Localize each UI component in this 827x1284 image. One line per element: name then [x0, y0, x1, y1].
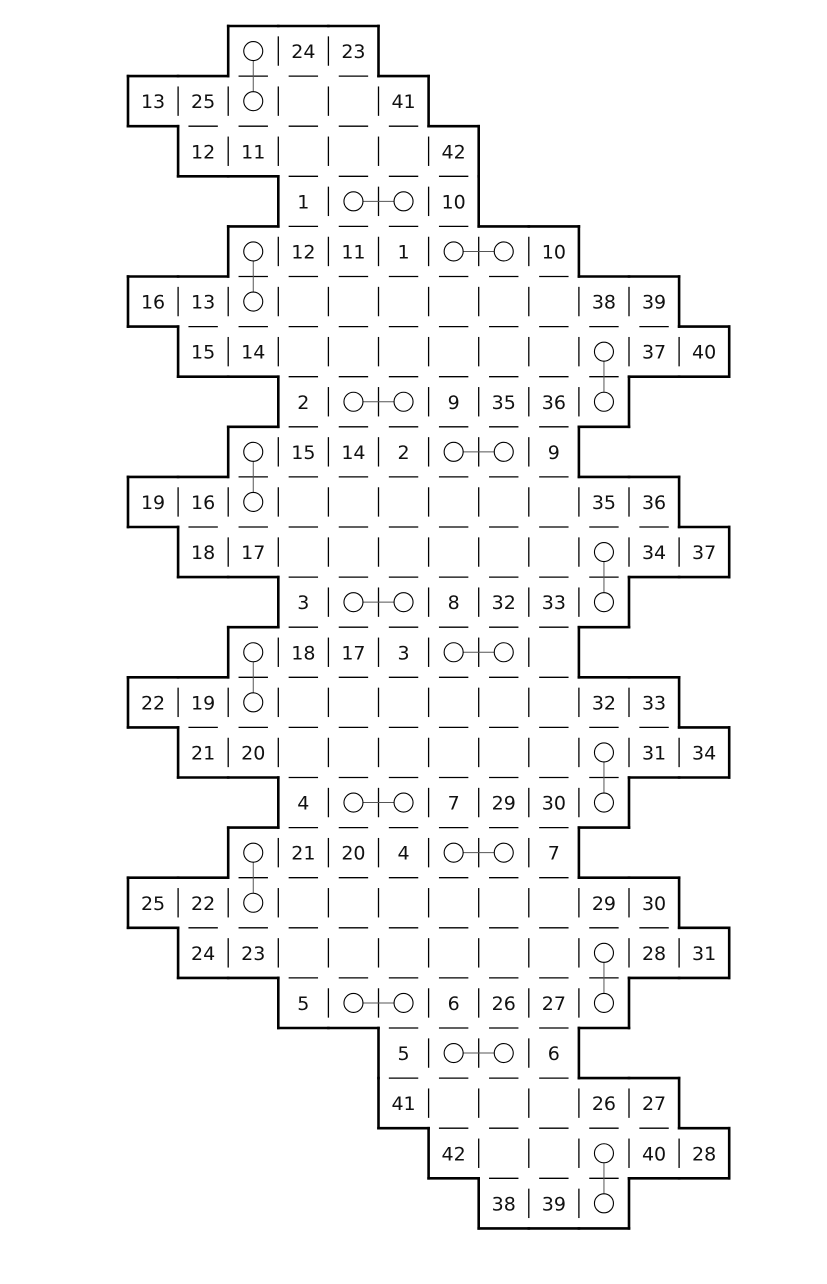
grid-cell[interactable]: [429, 878, 479, 928]
cell-circle: [344, 392, 363, 411]
grid-cell[interactable]: [529, 477, 579, 527]
cell-number: 2: [297, 391, 310, 414]
grid-cell[interactable]: [379, 928, 429, 978]
cell-number: 18: [191, 542, 216, 565]
cell-circle: [594, 392, 613, 411]
cell-number: 35: [591, 491, 617, 514]
cell-number: 15: [191, 341, 216, 364]
cell-number: 8: [447, 592, 460, 615]
cell-circle: [244, 693, 263, 712]
grid-cell[interactable]: [328, 677, 378, 727]
grid-cell[interactable]: [479, 527, 529, 577]
grid-cell[interactable]: [278, 76, 328, 126]
cell-number: 27: [541, 992, 566, 1015]
grid-cell[interactable]: [429, 928, 479, 978]
grid-cell[interactable]: [529, 677, 579, 727]
cell-number: 17: [241, 542, 266, 565]
grid-cell[interactable]: [429, 527, 479, 577]
grid-cell[interactable]: [379, 126, 429, 176]
cell-number: 25: [191, 91, 216, 114]
cell-number: 21: [191, 742, 216, 765]
grid-cell[interactable]: [379, 327, 429, 377]
cell-number: 2: [397, 441, 410, 464]
cell-number: 22: [140, 692, 166, 715]
grid-cell[interactable]: [328, 727, 378, 777]
grid-cell[interactable]: [529, 928, 579, 978]
cell-number: 35: [491, 391, 516, 414]
cell-number: 14: [241, 341, 266, 364]
grid-cell[interactable]: [278, 677, 328, 727]
grid-cell[interactable]: [429, 1078, 479, 1128]
grid-cell[interactable]: [529, 627, 579, 677]
cell-number: 11: [241, 141, 266, 164]
cell-number: 38: [591, 291, 617, 314]
grid-cell[interactable]: [379, 878, 429, 928]
grid-cell[interactable]: [278, 327, 328, 377]
grid-cell[interactable]: [529, 327, 579, 377]
cell-circle: [444, 1044, 463, 1063]
cell-number: 1: [397, 241, 410, 264]
cell-number: 19: [191, 692, 216, 715]
cell-number: 31: [641, 742, 667, 765]
cell-number: 10: [441, 191, 466, 214]
cell-number: 20: [241, 742, 266, 765]
cell-number: 28: [692, 1143, 717, 1166]
grid-cell[interactable]: [328, 477, 378, 527]
cell-number: 30: [641, 892, 667, 915]
cell-number: 29: [591, 892, 617, 915]
cell-circle: [594, 1144, 613, 1163]
cell-circle: [444, 242, 463, 261]
cell-number: 30: [541, 792, 566, 815]
cell-number: 4: [397, 842, 410, 865]
cell-circle: [394, 192, 413, 211]
cell-number: 39: [541, 1193, 566, 1216]
cell-circle: [244, 92, 263, 111]
cell-number: 11: [341, 241, 366, 264]
cell-circle: [494, 1044, 513, 1063]
cell-number: 40: [692, 341, 717, 364]
cell-number: 28: [641, 942, 667, 965]
grid-cell[interactable]: [278, 527, 328, 577]
cell-circle: [244, 242, 263, 261]
grid-cell[interactable]: [328, 277, 378, 327]
cell-circle: [494, 643, 513, 662]
cell-number: 5: [297, 992, 310, 1015]
cell-number: 5: [397, 1043, 410, 1066]
grid-cell[interactable]: [278, 126, 328, 176]
cell-circle: [594, 993, 613, 1012]
cell-number: 31: [692, 942, 717, 965]
cell-circle: [444, 442, 463, 461]
cell-number: 13: [191, 291, 216, 314]
cell-circle: [244, 843, 263, 862]
cell-number: 41: [391, 91, 416, 114]
cell-number: 18: [291, 642, 316, 665]
cell-circle: [444, 843, 463, 862]
cell-number: 42: [441, 141, 466, 164]
cell-circle: [394, 993, 413, 1012]
cell-number: 20: [341, 842, 366, 865]
cell-circle: [594, 943, 613, 962]
grid-cell[interactable]: [479, 477, 529, 527]
cell-number: 37: [692, 542, 717, 565]
cell-number: 14: [341, 441, 366, 464]
cell-circle: [594, 593, 613, 612]
cell-number: 24: [191, 942, 216, 965]
cell-number: 15: [291, 441, 316, 464]
grid-cell[interactable]: [278, 477, 328, 527]
cell-circle: [594, 793, 613, 812]
grid-cell[interactable]: [278, 928, 328, 978]
cell-number: 26: [591, 1093, 617, 1116]
cell-number: 32: [591, 692, 617, 715]
cell-circle: [344, 793, 363, 812]
grid-cell[interactable]: [429, 677, 479, 727]
cell-number: 29: [491, 792, 516, 815]
grid-cell[interactable]: [379, 277, 429, 327]
grid-cell[interactable]: [529, 277, 579, 327]
grid-cell[interactable]: [479, 727, 529, 777]
grid-cell[interactable]: [529, 1128, 579, 1178]
grid-cell[interactable]: [328, 126, 378, 176]
cell-number: 39: [641, 291, 667, 314]
grid-cell[interactable]: [429, 277, 479, 327]
grid-cell[interactable]: [479, 677, 529, 727]
cell-circle: [244, 442, 263, 461]
cell-number: 12: [191, 141, 216, 164]
cell-circle: [394, 793, 413, 812]
grid-cell[interactable]: [379, 477, 429, 527]
grid-cell[interactable]: [278, 878, 328, 928]
cell-number: 9: [447, 391, 460, 414]
cell-number: 16: [140, 291, 166, 314]
cell-number: 23: [241, 942, 266, 965]
cell-number: 27: [641, 1093, 667, 1116]
grid-cell[interactable]: [479, 277, 529, 327]
cell-number: 37: [641, 341, 667, 364]
grid-cell[interactable]: [429, 727, 479, 777]
cell-circle: [344, 192, 363, 211]
grid-cell[interactable]: [479, 1128, 529, 1178]
cell-number: 25: [140, 892, 166, 915]
cell-number: 32: [491, 592, 516, 615]
cell-number: 40: [641, 1143, 667, 1166]
cell-number: 12: [291, 241, 316, 264]
grid-cell[interactable]: [529, 527, 579, 577]
cell-number: 36: [641, 491, 667, 514]
grid-cell[interactable]: [479, 878, 529, 928]
cell-circle: [244, 643, 263, 662]
cell-number: 19: [140, 491, 166, 514]
grid-cell[interactable]: [479, 1078, 529, 1128]
cell-circle: [444, 643, 463, 662]
cell-number: 6: [547, 1043, 560, 1066]
cell-circle: [494, 843, 513, 862]
cell-number: 7: [447, 792, 460, 815]
cell-number: 33: [541, 592, 566, 615]
cell-circle: [394, 593, 413, 612]
cell-circle: [594, 1194, 613, 1213]
cell-number: 42: [441, 1143, 466, 1166]
grid-cell[interactable]: [529, 727, 579, 777]
cell-number: 41: [391, 1093, 416, 1116]
cell-number: 21: [291, 842, 316, 865]
grid-cell[interactable]: [479, 928, 529, 978]
grid-cell[interactable]: [479, 327, 529, 377]
cell-number: 16: [191, 491, 216, 514]
cell-circle: [344, 593, 363, 612]
cell-number: 34: [641, 542, 667, 565]
cell-number: 4: [297, 792, 310, 815]
cell-circle: [344, 993, 363, 1012]
grid-cell[interactable]: [529, 878, 579, 928]
grid-cell[interactable]: [379, 527, 429, 577]
cell-circle: [244, 42, 263, 61]
grid-cell[interactable]: [328, 76, 378, 126]
cell-number: 22: [191, 892, 216, 915]
cell-circle: [244, 292, 263, 311]
grid-cell[interactable]: [328, 878, 378, 928]
grid-cell[interactable]: [429, 327, 479, 377]
cell-number: 10: [541, 241, 566, 264]
cell-number: 3: [397, 642, 410, 665]
cell-circle: [494, 442, 513, 461]
grid-cell[interactable]: [328, 527, 378, 577]
cell-circle: [594, 342, 613, 361]
grid-cell[interactable]: [379, 727, 429, 777]
cell-number: 7: [547, 842, 560, 865]
cell-circle: [244, 492, 263, 511]
grid-cell[interactable]: [328, 327, 378, 377]
cell-number: 3: [297, 592, 310, 615]
grid-cell[interactable]: [328, 928, 378, 978]
cell-number: 33: [641, 692, 667, 715]
cell-number: 36: [541, 391, 566, 414]
cell-circle: [594, 743, 613, 762]
cell-circle: [244, 893, 263, 912]
cell-number: 1: [297, 191, 310, 214]
grid-cell[interactable]: [278, 277, 328, 327]
cell-number: 26: [491, 992, 516, 1015]
cell-number: 13: [140, 91, 166, 114]
cell-circle: [394, 392, 413, 411]
cell-circle: [594, 543, 613, 562]
cell-number: 23: [341, 41, 366, 64]
cell-number: 38: [491, 1193, 516, 1216]
cell-number: 17: [341, 642, 366, 665]
grid-cell[interactable]: [429, 477, 479, 527]
cell-number: 34: [692, 742, 717, 765]
cell-circle: [494, 242, 513, 261]
cell-number: 24: [291, 41, 316, 64]
grid-cell[interactable]: [278, 727, 328, 777]
grid-cell[interactable]: [529, 1078, 579, 1128]
grid-cell[interactable]: [379, 677, 429, 727]
cell-number: 9: [547, 441, 560, 464]
cell-number: 6: [447, 992, 460, 1015]
